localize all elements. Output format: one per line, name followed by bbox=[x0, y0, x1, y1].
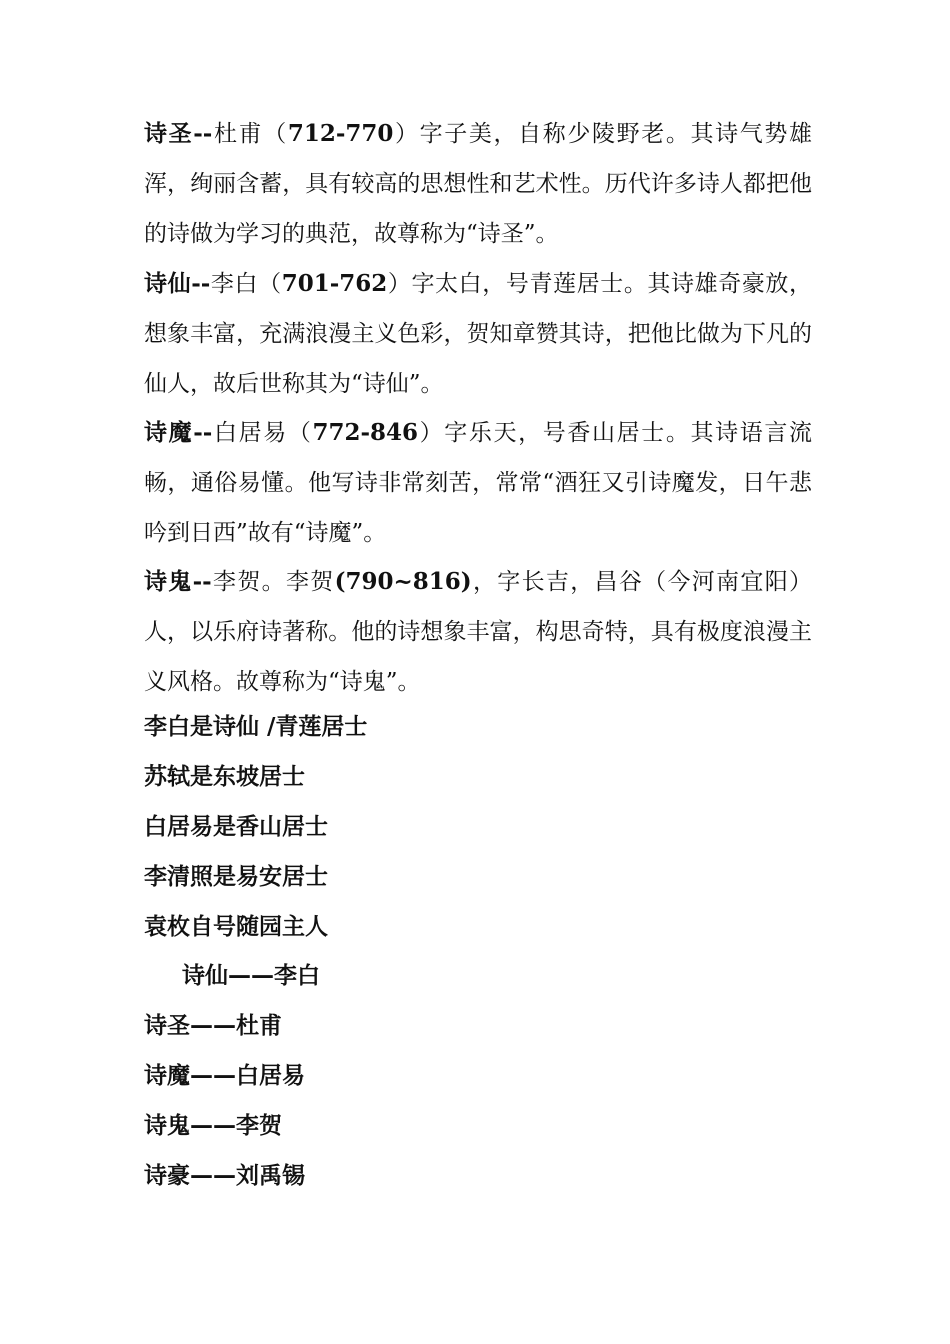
title-line: 诗豪——刘禹锡 bbox=[144, 1163, 305, 1189]
title-line: 诗仙——李白 bbox=[182, 963, 320, 989]
term-label: 诗仙-- bbox=[144, 270, 211, 297]
paragraph-shimo bbox=[144, 408, 812, 558]
poet-dates: (790~816) bbox=[334, 568, 472, 595]
title-line: 诗圣——杜甫 bbox=[144, 1013, 282, 1039]
paragraph-shixian bbox=[144, 259, 812, 409]
title-line: 诗鬼——李贺 bbox=[144, 1113, 282, 1139]
poet-dates: 712-770 bbox=[287, 120, 394, 147]
hermit-line: 李白是诗仙 /青莲居士 bbox=[144, 714, 368, 740]
hermit-line: 白居易是香山居士 bbox=[144, 814, 328, 840]
hermit-line: 苏轼是东坡居士 bbox=[144, 764, 305, 790]
poet-name: 李贺。李贺 bbox=[211, 569, 335, 595]
term-label: 诗圣-- bbox=[144, 120, 213, 147]
paragraph-shigui bbox=[144, 557, 812, 707]
poet-name: 李白（ bbox=[210, 271, 282, 297]
paragraph-body: ）字子美，自称少陵野老。其诗气势雄浑，绚丽含蓄，具有较高的思想性和艺术性。历代许多诗人都把他的诗做为学习的典范，故尊称为“诗圣”。 bbox=[144, 121, 813, 247]
title-line: 诗魔——白居易 bbox=[144, 1063, 305, 1089]
paragraph-body: ）字太白，号青莲居士。其诗雄奇豪放，想象丰富，充满浪漫主义色彩，贺知章赞其诗，把他比做为下凡的仙人，故后世称其为“诗仙”。 bbox=[144, 271, 813, 397]
term-label: 诗魔-- bbox=[144, 419, 213, 446]
poet-name: 杜甫（ bbox=[212, 121, 288, 147]
paragraph-body: ）字乐天，号香山居士。其诗语言流畅，通俗易懂。他写诗非常刻苦，常常“酒狂又引诗魔发，日午悲吟到日西”故有“诗魔”。 bbox=[144, 420, 813, 546]
term-label: 诗鬼-- bbox=[144, 568, 212, 595]
paragraph-shisheng bbox=[144, 109, 812, 259]
poet-name: 白居易（ bbox=[212, 420, 313, 446]
poet-dates: 772-846 bbox=[312, 419, 419, 446]
paragraph-body: ，字长吉，昌谷（今河南宜阳）人，以乐府诗著称。他的诗想象丰富，构思奇特，具有极度浪漫主义风格。故尊称为“诗鬼”。 bbox=[144, 569, 813, 695]
poet-dates: 701-762 bbox=[281, 270, 388, 297]
hermit-line: 袁枚自号随园主人 bbox=[144, 914, 328, 940]
hermit-line: 李清照是易安居士 bbox=[144, 864, 328, 890]
